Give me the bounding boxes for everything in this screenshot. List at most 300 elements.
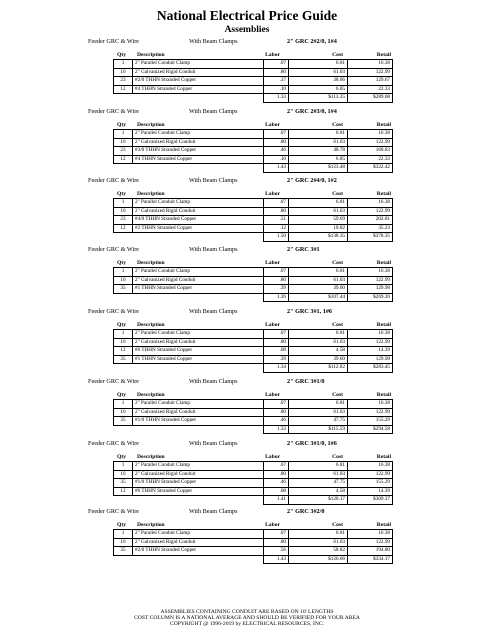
cell-labor: .07	[264, 400, 289, 409]
section-header	[0, 36, 494, 47]
column-header-qty: Qty	[117, 122, 127, 128]
cell-retail: 16.38	[348, 530, 393, 539]
assembly-section	[0, 106, 494, 173]
column-header-retail: Retail	[376, 191, 391, 197]
cell-qty: 35	[114, 285, 133, 294]
column-headers	[0, 257, 494, 267]
column-header-qty: Qty	[117, 392, 127, 398]
assembly-section	[0, 306, 494, 373]
section-size: 2" GRC 3#1/0	[287, 378, 325, 385]
cell-retail: 122.99	[348, 138, 393, 147]
section-header	[0, 376, 494, 387]
items-table	[113, 198, 393, 242]
table-row	[114, 338, 393, 347]
footer	[0, 609, 494, 627]
table-row	[114, 355, 393, 364]
total-cost: $126.66	[289, 555, 348, 564]
cell-cost: 6.81	[289, 60, 348, 69]
cell-labor: .07	[264, 60, 289, 69]
column-header-qty: Qty	[117, 522, 127, 528]
cell-cost: 47.75	[289, 479, 348, 488]
cell-description: 2" Parallel Conduit Clamp	[133, 60, 264, 69]
cell-description: 2" Parallel Conduit Clamp	[133, 268, 264, 277]
footer-line-2: COST COLUMN IS A NATIONAL AVERAGE AND SHOULD BE VERIFIED FOR YOUR AREA	[134, 615, 360, 621]
cell-description: #2 THHN Stranded Copper	[133, 224, 264, 233]
cell-retail: 16.38	[348, 330, 393, 339]
section-category: Feeder GRC & Wire	[88, 308, 140, 315]
section-category: Feeder GRC & Wire	[88, 108, 140, 115]
section-category: Feeder GRC & Wire	[88, 508, 140, 515]
cell-description: 2" Parallel Conduit Clamp	[133, 130, 264, 139]
table-row	[114, 547, 393, 556]
cell-cost: 47.75	[289, 417, 348, 426]
column-header-labor: Labor	[265, 392, 280, 398]
cell-labor: .07	[264, 462, 289, 471]
cell-labor: .39	[264, 355, 289, 364]
total-row	[114, 425, 393, 434]
cell-retail: 194.80	[348, 547, 393, 556]
cell-retail: 22.33	[348, 155, 393, 164]
total-retail: $322.42	[348, 164, 393, 173]
cell-cost: 6.81	[289, 462, 348, 471]
section-size: 2" GRC 3#1, 1#6	[287, 308, 333, 315]
cell-retail: 16.38	[348, 268, 393, 277]
cell-cost: 39.60	[289, 355, 348, 364]
total-spacer	[114, 555, 264, 564]
cell-cost: 61.03	[289, 276, 348, 285]
section-mounting: With Beam Clamps	[189, 508, 238, 515]
cell-qty: 12	[114, 85, 133, 94]
section-category: Feeder GRC & Wire	[88, 38, 140, 45]
section-size: 2" GRC 3#2/0	[287, 508, 325, 515]
table-row	[114, 479, 393, 488]
cell-description: 2" Galvanized Rigid Conduit	[133, 338, 264, 347]
total-row	[114, 233, 393, 242]
total-retail: $309.37	[348, 496, 393, 505]
cell-cost: 61.03	[289, 408, 348, 417]
cell-retail: 14.39	[348, 347, 393, 356]
cell-qty: 1	[114, 530, 133, 539]
column-header-labor: Labor	[265, 260, 280, 266]
section-category: Feeder GRC & Wire	[88, 440, 140, 447]
table-row	[114, 408, 393, 417]
section-header	[0, 106, 494, 117]
cell-qty: 1	[114, 60, 133, 69]
cell-retail: 155.29	[348, 417, 393, 426]
cell-cost: 38.66	[289, 77, 348, 86]
cell-cost: 61.03	[289, 207, 348, 216]
cell-qty: 23	[114, 77, 133, 86]
cell-retail: 155.29	[348, 479, 393, 488]
cell-description: 2" Parallel Conduit Clamp	[133, 400, 264, 409]
section-mounting: With Beam Clamps	[189, 177, 238, 184]
table-row	[114, 60, 393, 69]
cell-retail: 160.83	[348, 147, 393, 156]
cell-cost: 6.81	[289, 330, 348, 339]
cell-retail: 16.38	[348, 60, 393, 69]
total-cost: $113.35	[289, 94, 348, 103]
cell-description: 2" Galvanized Rigid Conduit	[133, 408, 264, 417]
table-row	[114, 470, 393, 479]
table-row	[114, 216, 393, 225]
section-size: 2" GRC 2#4/0, 1#2	[287, 177, 337, 184]
table-row	[114, 538, 393, 547]
cell-qty: 1	[114, 330, 133, 339]
column-header-retail: Retail	[376, 322, 391, 328]
section-size: 2" GRC 3#1	[287, 246, 320, 253]
column-header-qty: Qty	[117, 191, 127, 197]
column-header-description: Description	[137, 322, 165, 328]
cell-description: 2" Galvanized Rigid Conduit	[133, 276, 264, 285]
section-mounting: With Beam Clamps	[189, 378, 238, 385]
cell-description: 2" Galvanized Rigid Conduit	[133, 538, 264, 547]
table-row	[114, 147, 393, 156]
cell-labor: .12	[264, 224, 289, 233]
section-size: 2" GRC 2#2/0, 1#4	[287, 38, 337, 45]
cell-qty: 10	[114, 538, 133, 547]
column-header-retail: Retail	[376, 392, 391, 398]
column-headers	[0, 519, 494, 529]
cell-qty: 35	[114, 479, 133, 488]
cell-labor: .07	[264, 130, 289, 139]
cell-qty: 12	[114, 224, 133, 233]
footer-line-1: ASSEMBLIES CONTAINING CONDUIT ARE BASED ON 10' LENGTHS	[160, 609, 334, 615]
cell-description: #1/0 THHN Stranded Copper	[133, 479, 264, 488]
cell-labor: .07	[264, 530, 289, 539]
table-row	[114, 138, 393, 147]
section-size: 2" GRC 3#1/0, 1#6	[287, 440, 337, 447]
section-header	[0, 438, 494, 449]
total-retail: $378.35	[348, 233, 393, 242]
cell-description: 2" Galvanized Rigid Conduit	[133, 207, 264, 216]
total-spacer	[114, 164, 264, 173]
cell-retail: 16.38	[348, 130, 393, 139]
section-size: 2" GRC 2#3/0, 1#4	[287, 108, 337, 115]
column-header-description: Description	[137, 52, 165, 58]
table-row	[114, 77, 393, 86]
cell-labor: .08	[264, 347, 289, 356]
total-labor: 1.43	[264, 555, 289, 564]
column-header-description: Description	[137, 122, 165, 128]
cell-cost: 4.58	[289, 487, 348, 496]
cell-qty: 1	[114, 130, 133, 139]
total-row	[114, 496, 393, 505]
cell-labor: .46	[264, 147, 289, 156]
cell-labor: .80	[264, 338, 289, 347]
total-labor: 1.33	[264, 425, 289, 434]
cell-cost: 59.69	[289, 216, 348, 225]
total-cost: $112.02	[289, 364, 348, 373]
cell-cost: 10.82	[289, 224, 348, 233]
items-table	[113, 59, 393, 103]
cell-retail: 129.67	[348, 77, 393, 86]
cell-cost: 6.81	[289, 130, 348, 139]
column-header-qty: Qty	[117, 322, 127, 328]
cell-labor: .80	[264, 408, 289, 417]
cell-labor: .10	[264, 85, 289, 94]
cell-cost: 61.03	[289, 338, 348, 347]
total-retail: $289.68	[348, 94, 393, 103]
cell-cost: 61.03	[289, 538, 348, 547]
total-cost: $123.48	[289, 164, 348, 173]
page-subtitle: Assemblies	[224, 25, 270, 35]
cell-labor: .07	[264, 268, 289, 277]
cell-retail: 122.99	[348, 470, 393, 479]
column-header-cost: Cost	[332, 322, 343, 328]
column-header-qty: Qty	[117, 260, 127, 266]
total-cost: $138.35	[289, 233, 348, 242]
cell-retail: 122.99	[348, 276, 393, 285]
assembly-section	[0, 244, 494, 302]
cell-qty: 35	[114, 417, 133, 426]
column-header-retail: Retail	[376, 122, 391, 128]
items-table	[113, 129, 393, 173]
cell-retail: 129.98	[348, 355, 393, 364]
cell-cost: 4.58	[289, 347, 348, 356]
section-mounting: With Beam Clamps	[189, 246, 238, 253]
column-header-cost: Cost	[332, 52, 343, 58]
section-mounting: With Beam Clamps	[189, 440, 238, 447]
cell-description: #3/0 THHN Stranded Copper	[133, 147, 264, 156]
column-header-labor: Labor	[265, 191, 280, 197]
items-table	[113, 461, 393, 505]
total-spacer	[114, 94, 264, 103]
column-header-retail: Retail	[376, 454, 391, 460]
items-table	[113, 267, 393, 302]
cell-description: #4 THHN Stranded Copper	[133, 155, 264, 164]
column-header-cost: Cost	[332, 122, 343, 128]
total-labor: 1.33	[264, 94, 289, 103]
total-row	[114, 555, 393, 564]
cell-qty: 35	[114, 355, 133, 364]
total-labor: 1.26	[264, 293, 289, 302]
cell-cost: 6.81	[289, 199, 348, 208]
column-header-description: Description	[137, 191, 165, 197]
assembly-section	[0, 36, 494, 103]
total-cost: $107.44	[289, 293, 348, 302]
cell-retail: 22.33	[348, 85, 393, 94]
column-header-cost: Cost	[332, 191, 343, 197]
section-header	[0, 175, 494, 186]
total-row	[114, 94, 393, 103]
table-row	[114, 285, 393, 294]
cell-cost: 6.81	[289, 530, 348, 539]
cell-cost: 61.03	[289, 138, 348, 147]
column-header-cost: Cost	[332, 454, 343, 460]
total-row	[114, 164, 393, 173]
footer-line-3: COPYRIGHT @ 1996-2019 by ELECTRICAL RESOURCES, INC.	[169, 621, 324, 627]
cell-description: #6 THHN Stranded Copper	[133, 347, 264, 356]
column-header-cost: Cost	[332, 260, 343, 266]
total-retail: $334.17	[348, 555, 393, 564]
cell-retail: 129.98	[348, 285, 393, 294]
total-spacer	[114, 364, 264, 373]
cell-cost: 6.85	[289, 85, 348, 94]
column-header-description: Description	[137, 522, 165, 528]
cell-retail: 122.99	[348, 68, 393, 77]
cell-qty: 10	[114, 68, 133, 77]
cell-cost: 6.85	[289, 155, 348, 164]
cell-retail: 122.99	[348, 408, 393, 417]
total-row	[114, 364, 393, 373]
table-row	[114, 268, 393, 277]
column-header-cost: Cost	[332, 392, 343, 398]
table-row	[114, 130, 393, 139]
cell-retail: 122.99	[348, 338, 393, 347]
items-table	[113, 329, 393, 373]
cell-qty: 10	[114, 276, 133, 285]
section-header	[0, 244, 494, 255]
table-row	[114, 347, 393, 356]
assembly-section	[0, 438, 494, 505]
cell-cost: 6.81	[289, 268, 348, 277]
table-row	[114, 276, 393, 285]
table-row	[114, 417, 393, 426]
cell-cost: 39.60	[289, 285, 348, 294]
items-table	[113, 529, 393, 564]
total-spacer	[114, 293, 264, 302]
cell-qty: 23	[114, 216, 133, 225]
cell-description: 2" Parallel Conduit Clamp	[133, 462, 264, 471]
column-headers	[0, 119, 494, 129]
cell-retail: 16.38	[348, 462, 393, 471]
total-labor: 1.34	[264, 364, 289, 373]
section-header	[0, 306, 494, 317]
table-row	[114, 155, 393, 164]
cell-labor: .07	[264, 199, 289, 208]
column-headers	[0, 451, 494, 461]
cell-qty: 10	[114, 408, 133, 417]
section-category: Feeder GRC & Wire	[88, 246, 140, 253]
cell-labor: .46	[264, 417, 289, 426]
table-row	[114, 207, 393, 216]
column-header-retail: Retail	[376, 260, 391, 266]
cell-qty: 12	[114, 347, 133, 356]
cell-cost: 61.03	[289, 68, 348, 77]
total-labor: 1.41	[264, 496, 289, 505]
cell-retail: 16.38	[348, 199, 393, 208]
table-row	[114, 224, 393, 233]
cell-labor: .80	[264, 470, 289, 479]
total-cost: $115.59	[289, 425, 348, 434]
cell-qty: 10	[114, 138, 133, 147]
cell-description: 2" Galvanized Rigid Conduit	[133, 68, 264, 77]
cell-qty: 1	[114, 400, 133, 409]
cell-labor: .80	[264, 68, 289, 77]
cell-qty: 10	[114, 338, 133, 347]
column-header-labor: Labor	[265, 522, 280, 528]
cell-qty: 1	[114, 462, 133, 471]
table-row	[114, 330, 393, 339]
cell-description: 2" Parallel Conduit Clamp	[133, 199, 264, 208]
cell-retail: 35.23	[348, 224, 393, 233]
total-row	[114, 293, 393, 302]
cell-labor: .08	[264, 487, 289, 496]
table-row	[114, 85, 393, 94]
cell-qty: 12	[114, 487, 133, 496]
cell-qty: 10	[114, 470, 133, 479]
section-mounting: With Beam Clamps	[189, 108, 238, 115]
column-header-description: Description	[137, 454, 165, 460]
column-headers	[0, 49, 494, 59]
cell-description: #1 THHN Stranded Copper	[133, 285, 264, 294]
column-headers	[0, 319, 494, 329]
cell-description: #1/0 THHN Stranded Copper	[133, 417, 264, 426]
items-table	[113, 399, 393, 434]
cell-labor: .80	[264, 138, 289, 147]
column-header-description: Description	[137, 260, 165, 266]
total-labor: 1.43	[264, 164, 289, 173]
cell-description: #4/0 THHN Stranded Copper	[133, 216, 264, 225]
column-header-cost: Cost	[332, 522, 343, 528]
table-row	[114, 68, 393, 77]
column-header-labor: Labor	[265, 122, 280, 128]
cell-labor: .80	[264, 207, 289, 216]
cell-cost: 61.03	[289, 470, 348, 479]
column-header-qty: Qty	[117, 52, 127, 58]
cell-labor: .46	[264, 479, 289, 488]
cell-retail: 16.38	[348, 400, 393, 409]
cell-retail: 14.39	[348, 487, 393, 496]
total-spacer	[114, 496, 264, 505]
cell-description: #2/0 THHN Stranded Copper	[133, 547, 264, 556]
cell-cost: 58.82	[289, 547, 348, 556]
column-header-labor: Labor	[265, 454, 280, 460]
cell-description: #6 THHN Stranded Copper	[133, 487, 264, 496]
cell-qty: 12	[114, 155, 133, 164]
assembly-section	[0, 175, 494, 242]
table-row	[114, 530, 393, 539]
column-headers	[0, 389, 494, 399]
column-header-qty: Qty	[117, 454, 127, 460]
cell-labor: .56	[264, 547, 289, 556]
cell-labor: .07	[264, 330, 289, 339]
total-spacer	[114, 425, 264, 434]
table-row	[114, 462, 393, 471]
cell-description: 2" Parallel Conduit Clamp	[133, 530, 264, 539]
cell-labor: .80	[264, 276, 289, 285]
total-retail: $269.26	[348, 293, 393, 302]
assembly-section	[0, 506, 494, 564]
column-header-labor: Labor	[265, 52, 280, 58]
total-retail: $294.58	[348, 425, 393, 434]
column-header-retail: Retail	[376, 52, 391, 58]
cell-retail: 202.81	[348, 216, 393, 225]
total-retail: $283.45	[348, 364, 393, 373]
section-mounting: With Beam Clamps	[189, 38, 238, 45]
cell-labor: .80	[264, 538, 289, 547]
cell-description: 2" Galvanized Rigid Conduit	[133, 470, 264, 479]
total-cost: $120.17	[289, 496, 348, 505]
cell-labor: .10	[264, 155, 289, 164]
cell-qty: 10	[114, 207, 133, 216]
column-header-labor: Labor	[265, 322, 280, 328]
cell-cost: 6.81	[289, 400, 348, 409]
cell-retail: 122.99	[348, 538, 393, 547]
cell-description: #1 THHN Stranded Copper	[133, 355, 264, 364]
cell-qty: 35	[114, 547, 133, 556]
cell-description: 2" Galvanized Rigid Conduit	[133, 138, 264, 147]
total-labor: 1.50	[264, 233, 289, 242]
total-spacer	[114, 233, 264, 242]
table-row	[114, 400, 393, 409]
cell-labor: .37	[264, 77, 289, 86]
column-headers	[0, 188, 494, 198]
cell-labor: .51	[264, 216, 289, 225]
table-row	[114, 199, 393, 208]
section-header	[0, 506, 494, 517]
cell-qty: 1	[114, 268, 133, 277]
